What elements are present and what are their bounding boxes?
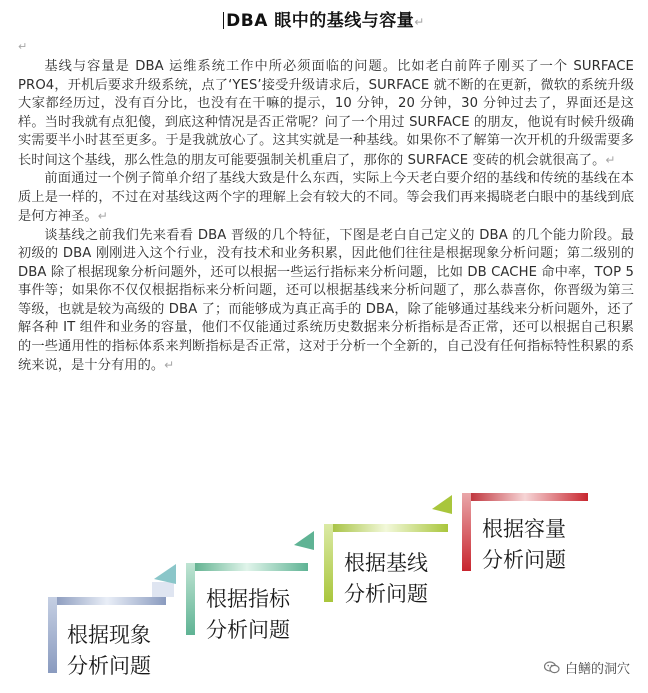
title-text: DBA 眼中的基线与容量 [226,11,415,31]
paragraph-1: 基线与容量是 DBA 运维系统工作中所必须面临的问题。比如老白前阵子刚买了一个 SURFACE PRO4，开机后要求升级系统，点了‘YES’接受升级请求后，SURFACE 就不断的在更新，微软的系统升级大家都经历过，没有百分比，也没有在干嘛的提示，10 分钟，20 分钟，30 分钟过去了，界面还是这样。当时我就有点犯傻，到底这种情况是否正常呢？问了一个用过 SURFACE 的朋友，他说有时候升级确实需要半小时甚至更多。于是我就放心了。这其实就是一种基线。如果你不了解第一次开机的升级需要多长时间这个基线，那么性急的朋友可能要强制关机重启了，那你的 SURFACE 变砖的机会就很高了。↵ [18,59,634,168]
paragraph-mark-icon: ↵ [414,15,425,29]
watermark [544,658,630,677]
text-cursor [223,12,224,29]
step-2-label: 根据指标 分析问题 [206,587,290,642]
paragraph-3: 谈基线之前我们先来看看 DBA 晋级的几个特征，下图是老白自己定义的 DBA 的几个能力阶段。最初级的 DBA 刚刚进入这个行业，没有技术和业务积累，因此他们往往是根据现象分析问题；第二级别的 DBA 除了根据现象分析问题外，还可以根据一些运行指标来分析问题，比如 DB CACHE 命中率，TOP 5 事件等；如果你不仅仅根据指标来分析问题，还可以根据基线来分析问题了，那么恭喜你，你晋级为第三等级，也就是较为高级的 DBA 了；而能够成为真正高手的 DBA，除了能够通过基线来分析问题外，还了解各种 IT 组件和业务的容量，他们不仅能通过系统历史数据来分析指标是否正常，还可以根据自己积累的一些通用性的指标体系来判断指标是否正常，这对于分析一个全新的，自己没有任何指标特性积累的系统来说，是十分有用的。↵ [18,227,634,373]
watermark-text: 白鳝的洞穴 [564,662,630,677]
document-body [18,58,634,376]
document-title [0,6,648,31]
paragraph-mark-icon: ↵ [605,152,616,167]
paragraph-mark-icon: ↵ [164,358,175,372]
wechat-icon [544,661,560,674]
empty-paragraph-mark-icon: ↵ [18,40,28,53]
step-4-label: 根据容量 分析问题 [482,517,566,572]
step-3-label: 根据基线 分析问题 [344,551,428,606]
step-1-label: 根据现象 分析问题 [67,623,151,678]
paragraph-2: 前面通过一个例子简单介绍了基线大致是什么东西，实际上今天老白要介绍的基线和传统的基线在本质上是一样的，不过在对基线这两个字的理解上会有较大的不同。等会我们再来揭晓老白眼中的基线到底是何方神圣。↵ [18,171,634,224]
paragraph-mark-icon: ↵ [97,209,108,223]
